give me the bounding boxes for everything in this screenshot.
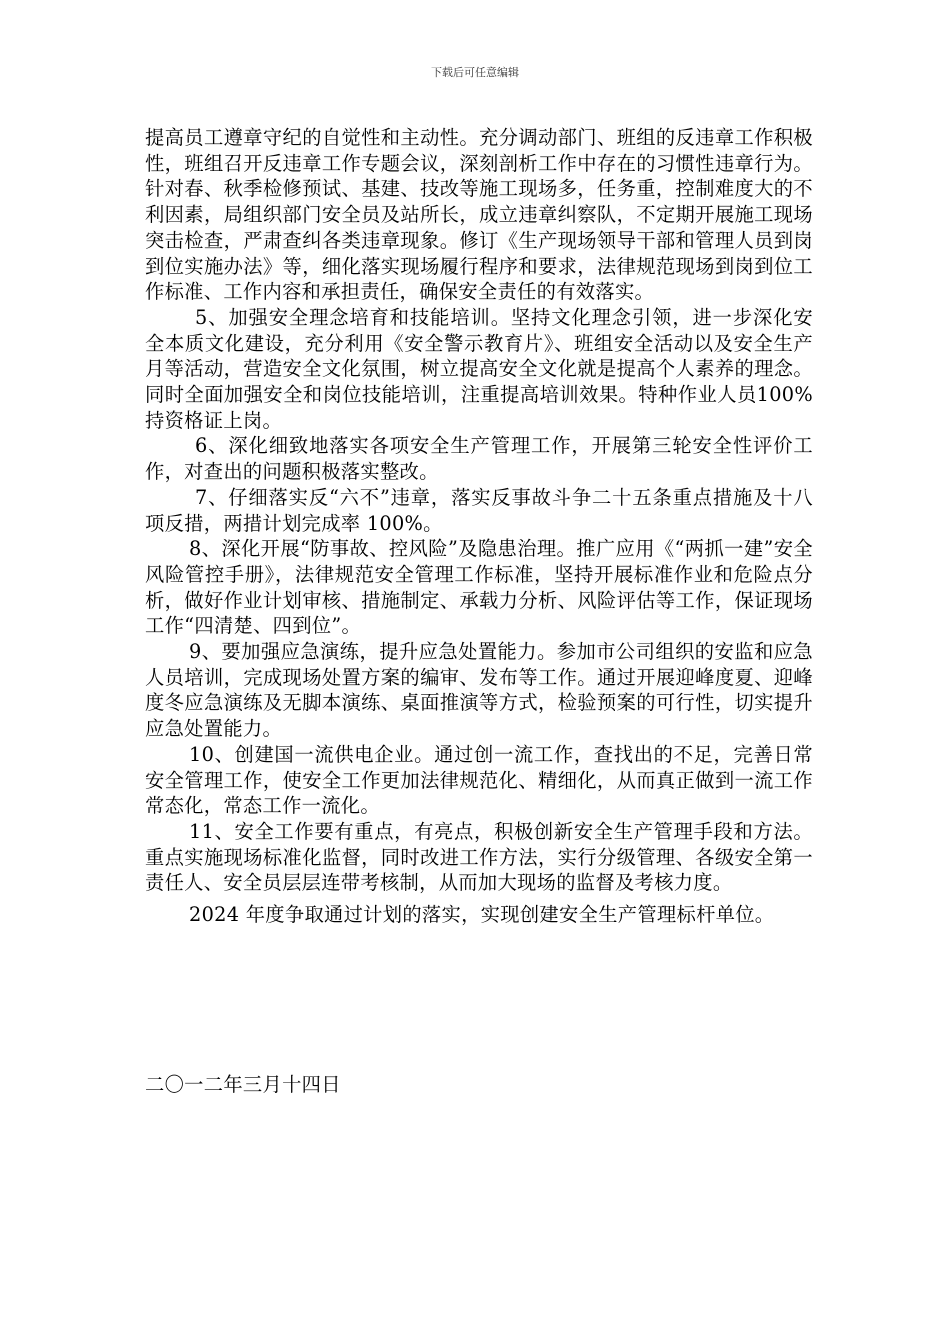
- paragraph-item-6: 6、深化细致地落实各项安全生产管理工作，开展第三轮安全性评价工作，对查出的问题积极落实整改。: [145, 434, 813, 484]
- paragraph-item-11: 11、安全工作要有重点，有亮点，积极创新安全生产管理手段和方法。重点实施现场标准化监督，同时改进工作方法，实行分级管理、各级安全第一责任人、安全员层层连带考核制，从而加大现场的监督及考核力度。: [145, 819, 813, 895]
- page-header-note: 下载后可任意编辑: [431, 66, 519, 79]
- document-body: [145, 125, 813, 934]
- paragraph-item-10: 10、创建国一流供电企业。通过创一流工作，查找出的不足，完善日常安全管理工作，使安全工作更加法律规范化、精细化，从而真正做到一流工作常态化，常态工作一流化。: [145, 742, 813, 818]
- paragraph-closing: 2024 年度争取通过计划的落实，实现创建安全生产管理标杆单位。: [189, 903, 775, 927]
- paragraph-item-7: 7、仔细落实反“六不”违章，落实反事故斗争二十五条重点措施及十八项反措，两措计划完成率 100%。: [145, 485, 813, 535]
- document-date: 二〇一二年三月十四日: [145, 1073, 341, 1096]
- paragraph-item-8: 8、深化开展“防事故、控风险”及隐患治理。推广应用《“两抓一建”安全风险管控手册》，法律规范安全管理工作标准，坚持开展标准作业和危险点分析，做好作业计划审核、措施制定、承载力分析、风险评估等工作，保证现场工作“四清楚、四到位”。: [145, 537, 813, 638]
- paragraph-item-5: 5、加强安全理念培育和技能培训。坚持文化理念引领，进一步深化安全本质文化建设，充分利用《安全警示教育片》、班组安全活动以及安全生产月等活动，营造安全文化氛围，树立提高安全文化就是提高个人素养的理念。同时全面加强安全和岗位技能培训，注重提高培训效果。特种作业人员100%持资格证上岗。: [145, 305, 813, 432]
- paragraph-continuation: 提高员工遵章守纪的自觉性和主动性。充分调动部门、班组的反违章工作积极性，班组召开反违章工作专题会议，深刻剖析工作中存在的习惯性违章行为。针对春、秋季检修预试、基建、技改等施工现场多，任务重，控制难度大的不利因素，局组织部门安全员及站所长，成立违章纠察队，不定期开展施工现场突击检查，严肃查纠各类违章现象。修订《生产现场领导干部和管理人员到岗到位实施办法》等，细化落实现场履行程序和要求，法律规范现场到岗到位工作标准、工作内容和承担责任，确保安全责任的有效落实。: [145, 126, 813, 304]
- paragraph-item-9: 9、要加强应急演练，提升应急处置能力。参加市公司组织的安监和应急人员培训，完成现场处置方案的编审、发布等工作。通过开展迎峰度夏、迎峰度冬应急演练及无脚本演练、桌面推演等方式，检验预案的可行性，切实提升应急处置能力。: [145, 640, 813, 741]
